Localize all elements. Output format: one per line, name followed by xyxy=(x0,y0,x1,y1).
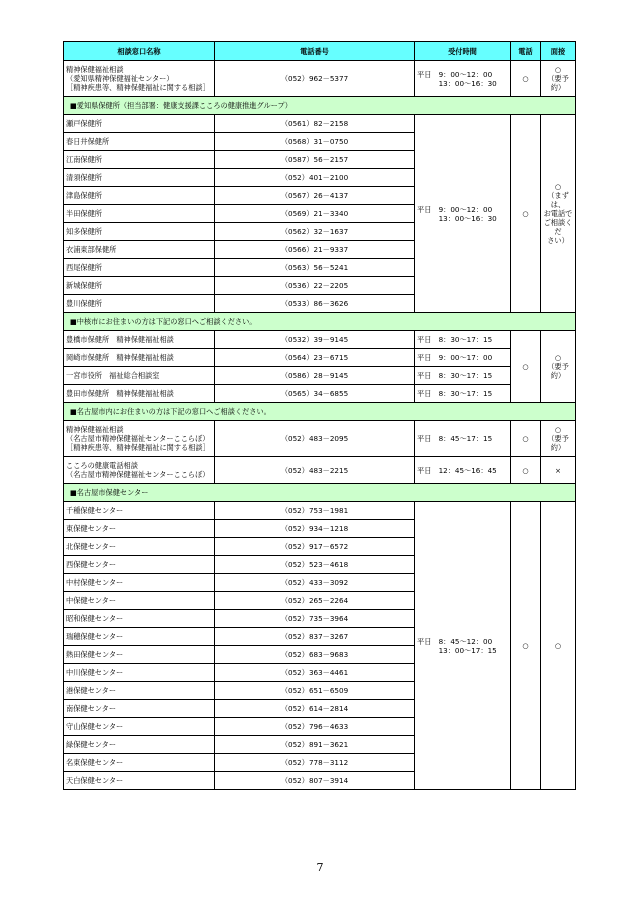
center-name: 精神保健福祉相談 （愛知県精神保健福祉センター） ［精神疾患等、精神保健福祉に関する相談］ xyxy=(64,61,215,97)
center-name: 衣浦東部保健所 xyxy=(64,241,215,259)
reception-hours: 平日 8：45～12：00 13：00～17：15 xyxy=(415,502,511,790)
header-phone: 電話番号 xyxy=(215,42,415,61)
phone-number: （052）796－4633 xyxy=(215,718,415,736)
visit-mark: ○ （要予約） xyxy=(541,331,576,403)
phone-number: （052）483－2095 xyxy=(215,421,415,457)
phone-number: （0532）39－9145 xyxy=(215,331,415,349)
phone-number: （052）683－9683 xyxy=(215,646,415,664)
phone-number: （0564）23－6715 xyxy=(215,349,415,367)
center-name: 一宮市役所 福祉総合相談室 xyxy=(64,367,215,385)
center-name: 名東保健センター xyxy=(64,754,215,772)
center-name: 豊橋市保健所 精神保健福祉相談 xyxy=(64,331,215,349)
phone-number: （052）614－2814 xyxy=(215,700,415,718)
center-name: 豊田市保健所 精神保健福祉相談 xyxy=(64,385,215,403)
phone-number: （052）265－2264 xyxy=(215,592,415,610)
phone-number: （0563）56－5241 xyxy=(215,259,415,277)
center-name: 緑保健センター xyxy=(64,736,215,754)
tel-mark: ○ xyxy=(511,115,541,313)
visit-mark: ○ （要予約） xyxy=(541,421,576,457)
phone-number: （0568）31－0750 xyxy=(215,133,415,151)
center-name: 西尾保健所 xyxy=(64,259,215,277)
phone-number: （0569）21－3340 xyxy=(215,205,415,223)
center-name: 東保健センター xyxy=(64,520,215,538)
phone-number: （0567）26－4137 xyxy=(215,187,415,205)
center-name: 中保健センター xyxy=(64,592,215,610)
tel-mark: ○ xyxy=(511,61,541,97)
section-header xyxy=(64,313,576,331)
center-name: 津島保健所 xyxy=(64,187,215,205)
center-name: 港保健センター xyxy=(64,682,215,700)
reception-hours: 平日 9：00～12：00 13：00～16：30 xyxy=(415,61,511,97)
table-row xyxy=(64,331,576,349)
phone-number: （0536）22－2205 xyxy=(215,277,415,295)
phone-number: （052）401－2100 xyxy=(215,169,415,187)
center-name: 岡崎市保健所 精神保健福祉相談 xyxy=(64,349,215,367)
center-name: 春日井保健所 xyxy=(64,133,215,151)
phone-number: （052）891－3621 xyxy=(215,736,415,754)
center-name: 天白保健センター xyxy=(64,772,215,790)
phone-number: （052）837－3267 xyxy=(215,628,415,646)
phone-number: （052）651－6509 xyxy=(215,682,415,700)
phone-number: （052）363－4461 xyxy=(215,664,415,682)
reception-hours: 平日 9：00～17：00 xyxy=(415,349,511,367)
reception-hours: 平日 12：45～16：45 xyxy=(415,457,511,484)
table-row xyxy=(64,457,576,484)
section-header xyxy=(64,484,576,502)
center-name: 半田保健所 xyxy=(64,205,215,223)
tel-mark: ○ xyxy=(511,331,541,403)
phone-number: （052）778－3112 xyxy=(215,754,415,772)
center-name: 江南保健所 xyxy=(64,151,215,169)
phone-number: （0562）32－1637 xyxy=(215,223,415,241)
visit-mark: ○ xyxy=(541,502,576,790)
center-name: 新城保健所 xyxy=(64,277,215,295)
reception-hours: 平日 8：30～17：15 xyxy=(415,367,511,385)
reception-hours: 平日 9：00～12：00 13：00～16：30 xyxy=(415,115,511,313)
section-title: ■愛知県保健所（担当部署：健康支援課こころの健康推進グループ） xyxy=(64,97,576,115)
center-name: 精神保健福祉相談 （名古屋市精神保健福祉センターここらぼ） ［精神疾患等、精神保健福祉に関する相談］ xyxy=(64,421,215,457)
page-number: 7 xyxy=(316,861,324,874)
section-title: ■名古屋市保健センター xyxy=(64,484,576,502)
center-name: 中川保健センター xyxy=(64,664,215,682)
center-name: 北保健センター xyxy=(64,538,215,556)
section-title: ■名古屋市内にお住まいの方は下記の窓口へご相談ください。 xyxy=(64,403,576,421)
reception-hours: 平日 8：30～17：15 xyxy=(415,331,511,349)
phone-number: （0565）34－6855 xyxy=(215,385,415,403)
section-header xyxy=(64,403,576,421)
center-name: 中村保健センター xyxy=(64,574,215,592)
center-name: 守山保健センター xyxy=(64,718,215,736)
table-row xyxy=(64,385,576,403)
center-name: 瀬戸保健所 xyxy=(64,115,215,133)
phone-number: （052）433－3092 xyxy=(215,574,415,592)
visit-mark: ○ （まずは、 お電話で ご相談くだ さい） xyxy=(541,115,576,313)
phone-number: （0587）56－2157 xyxy=(215,151,415,169)
header-row xyxy=(64,42,576,61)
phone-number: （052）753－1981 xyxy=(215,502,415,520)
phone-number: （052）934－1218 xyxy=(215,520,415,538)
center-name: 豊川保健所 xyxy=(64,295,215,313)
header-tel: 電話 xyxy=(511,42,541,61)
center-name: 昭和保健センター xyxy=(64,610,215,628)
header-visit: 面接 xyxy=(541,42,576,61)
tel-mark: ○ xyxy=(511,502,541,790)
tel-mark: ○ xyxy=(511,457,541,484)
table-row xyxy=(64,115,576,133)
phone-number: （052）917－6572 xyxy=(215,538,415,556)
reception-hours: 平日 8：30～17：15 xyxy=(415,385,511,403)
phone-number: （052）735－3964 xyxy=(215,610,415,628)
center-name: こころの健康電話相談 （名古屋市精神保健福祉センターここらぼ） xyxy=(64,457,215,484)
phone-number: （0533）86－3626 xyxy=(215,295,415,313)
phone-number: （052）807－3914 xyxy=(215,772,415,790)
phone-number: （052）523－4618 xyxy=(215,556,415,574)
center-name: 南保健センター xyxy=(64,700,215,718)
table-row xyxy=(64,421,576,457)
phone-number: （0561）82－2158 xyxy=(215,115,415,133)
center-name: 西保健センター xyxy=(64,556,215,574)
header-name: 相談窓口名称 xyxy=(64,42,215,61)
table-row xyxy=(64,367,576,385)
section-title: ■中核市にお住まいの方は下記の窓口へご相談ください。 xyxy=(64,313,576,331)
phone-number: （0566）21－9337 xyxy=(215,241,415,259)
phone-number: （052）483－2215 xyxy=(215,457,415,484)
section-header xyxy=(64,97,576,115)
phone-number: （052）962－5377 xyxy=(215,61,415,97)
table-row xyxy=(64,61,576,97)
center-name: 千種保健センター xyxy=(64,502,215,520)
center-name: 清須保健所 xyxy=(64,169,215,187)
center-name: 熱田保健センター xyxy=(64,646,215,664)
table-row xyxy=(64,502,576,520)
center-name: 知多保健所 xyxy=(64,223,215,241)
tel-mark: ○ xyxy=(511,421,541,457)
header-hours: 受付時間 xyxy=(415,42,511,61)
visit-mark: ○ （要予約） xyxy=(541,61,576,97)
visit-mark: × xyxy=(541,457,576,484)
table-row xyxy=(64,349,576,367)
consultation-table xyxy=(63,41,576,790)
phone-number: （0586）28－9145 xyxy=(215,367,415,385)
center-name: 瑞穂保健センター xyxy=(64,628,215,646)
reception-hours: 平日 8：45～17：15 xyxy=(415,421,511,457)
